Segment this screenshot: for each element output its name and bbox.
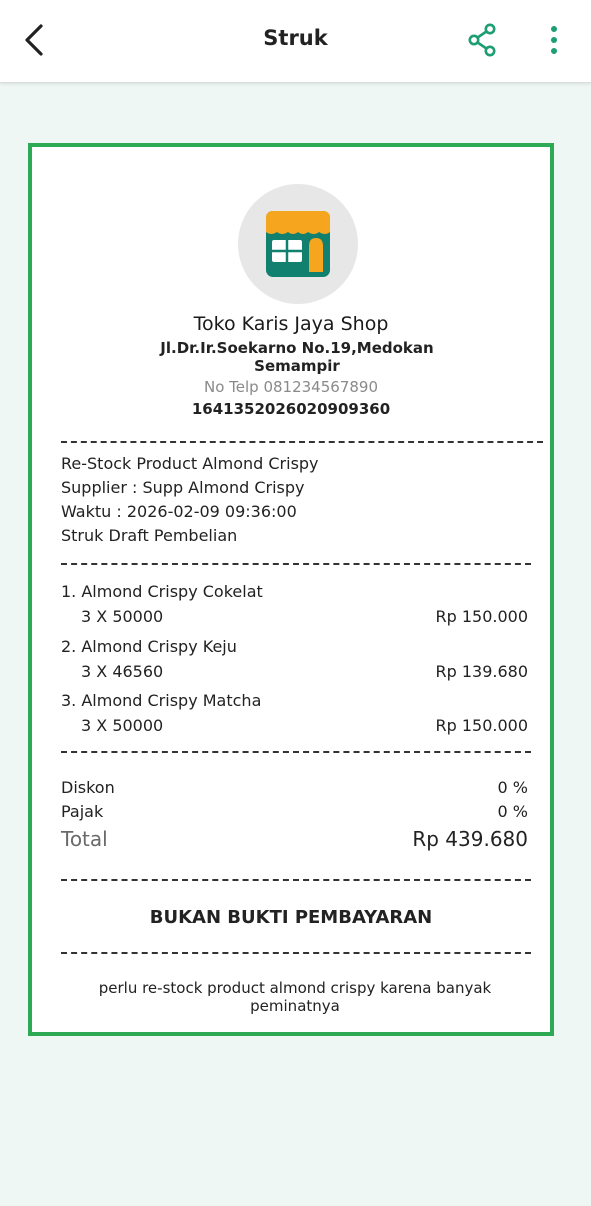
item-qty: 3 X 50000 (81, 607, 164, 626)
receipt-type: Struk Draft Pembelian (61, 526, 238, 545)
divider (61, 441, 543, 443)
store-name: Toko Karis Jaya Shop (193, 313, 389, 335)
tax-label: Pajak (61, 802, 104, 821)
share-button[interactable] (462, 20, 502, 60)
tax-value: 0 % (497, 802, 528, 821)
more-vert-icon (549, 25, 559, 55)
total-label: Total (61, 827, 108, 851)
page-title: Struk (263, 26, 328, 50)
more-options-button[interactable] (536, 20, 572, 60)
divider (61, 751, 531, 753)
item-amount: Rp 150.000 (435, 607, 528, 626)
item-name: 3. Almond Crispy Matcha (61, 691, 262, 710)
store-logo (238, 184, 358, 304)
total-value: Rp 439.680 (412, 827, 528, 851)
receipt-number: 1641352026020909360 (191, 400, 391, 418)
receipt-note: perlu re-stock product almond crispy karena banyak peminatnya (98, 979, 492, 1015)
app-bar (0, 0, 591, 83)
item-name: 1. Almond Crispy Cokelat (61, 582, 263, 601)
divider (61, 563, 531, 565)
item-amount: Rp 150.000 (435, 716, 528, 735)
store-address: Jl.Dr.Ir.Soekarno No.19,Medokan Semampir (160, 339, 434, 375)
supplier-text: Supplier : Supp Almond Crispy (61, 478, 305, 497)
discount-value: 0 % (497, 778, 528, 797)
time-text: Waktu : 2026-02-09 09:36:00 (61, 502, 297, 521)
item-name: 2. Almond Crispy Keju (61, 637, 237, 656)
item-amount: Rp 139.680 (435, 662, 528, 681)
receipt-title: Re-Stock Product Almond Crispy (61, 454, 319, 473)
item-qty: 3 X 50000 (81, 716, 164, 735)
divider (61, 879, 531, 881)
divider (61, 952, 531, 954)
discount-label: Diskon (61, 778, 115, 797)
share-icon (466, 23, 498, 57)
store-phone: No Telp 081234567890 (204, 378, 378, 396)
receipt-card (28, 143, 554, 1036)
item-qty: 3 X 46560 (81, 662, 164, 681)
store-icon (265, 210, 331, 278)
not-payment-proof-notice: BUKAN BUKTI PEMBAYARAN (149, 907, 433, 928)
